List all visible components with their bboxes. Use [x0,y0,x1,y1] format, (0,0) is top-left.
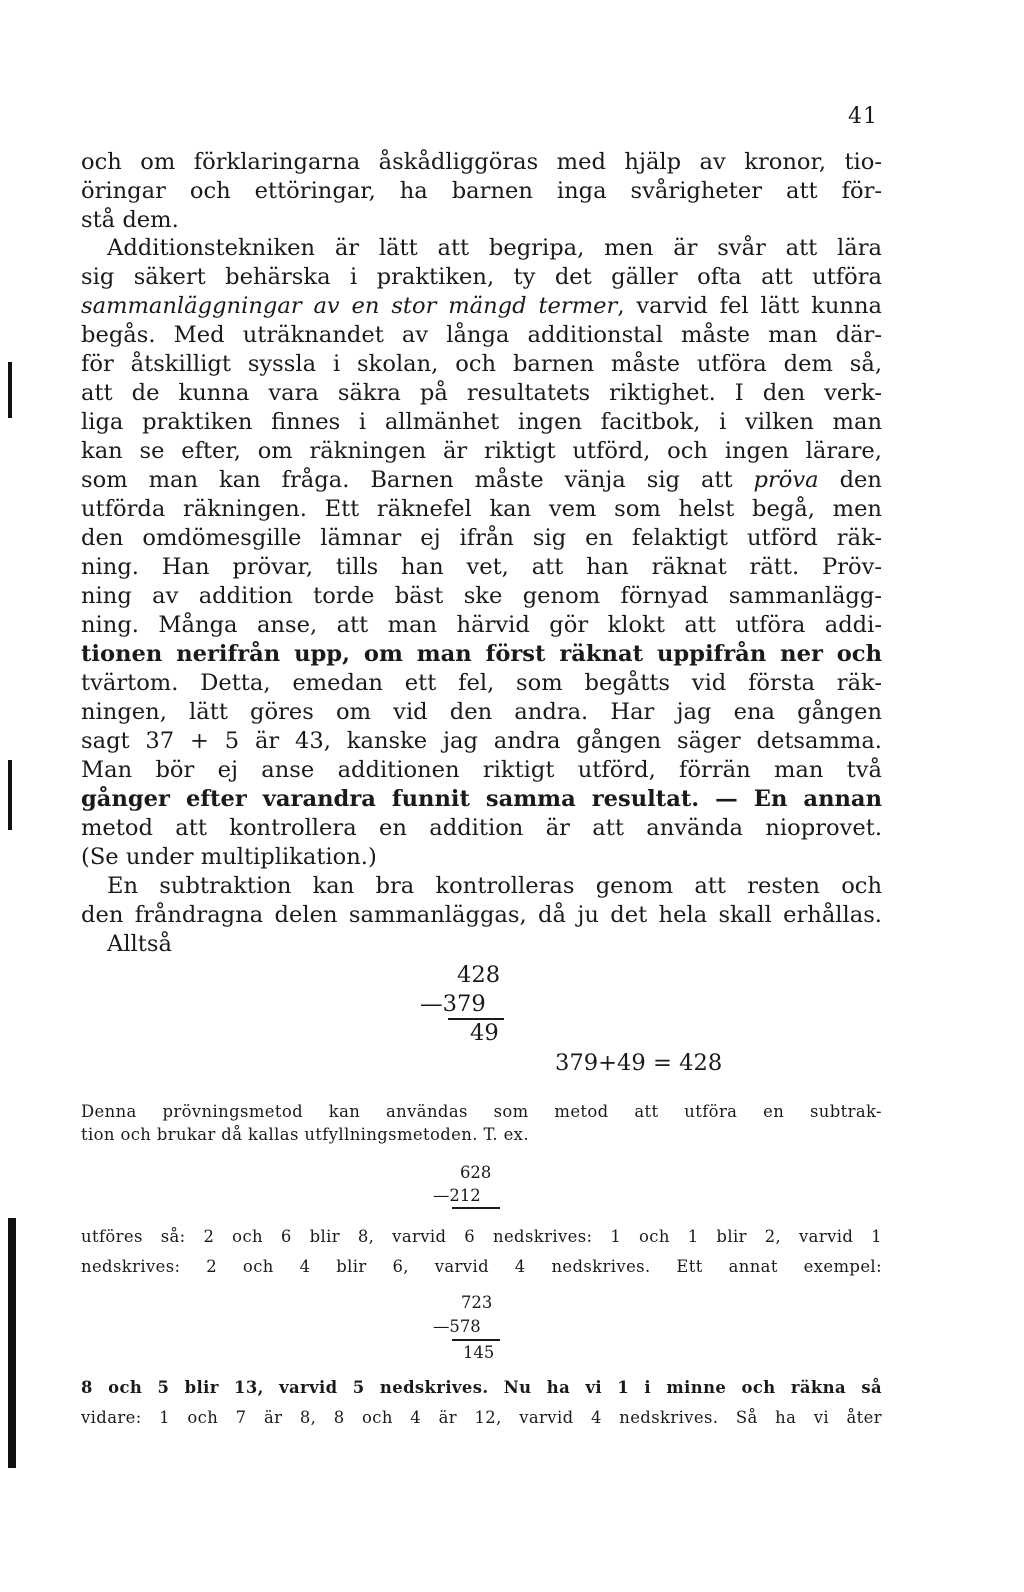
example2-rule [452,1207,500,1209]
example1-top: 428 [457,962,501,988]
footnote-line: vidare: 1 och 7 är 8, 8 och 4 är 12, varvid 4 nedskrives. Så ha vi åter [81,1408,882,1427]
text-line: öringar och ettöringar, ha barnen inga svårigheter att för- [81,178,882,204]
margin-mark [8,1218,16,1468]
text-line: metod att kontrollera en addition är att använda nioprovet. [81,815,882,841]
text-line: att de kunna vara säkra på resultatets riktighet. I den verk- [81,380,882,406]
text-line [81,291,882,321]
text-line: den fråndragna delen sammanläggas, då ju det hela skall erhållas. [81,902,882,928]
text-span: den [818,467,882,493]
text-line: Man bör ej anse additionen riktigt utförd, förrän man två [81,757,882,783]
text-line: för åtskilligt syssla i skolan, och barnen måste utföra dem så, [81,351,882,377]
text-line: En subtraktion kan bra kontrolleras genom att resten och [107,873,882,899]
text-line [81,465,882,495]
margin-mark [8,760,12,830]
text-line: (Se under multiplikation.) [81,844,377,870]
text-line: tvärtom. Detta, emedan ett fel, som begåtts vid första räk- [81,670,882,696]
example1-result: 49 [470,1020,499,1046]
text-line: stå dem. [81,207,179,233]
example1-check: 379+49 = 428 [555,1050,723,1076]
margin-mark [8,362,12,418]
example2-top: 628 [460,1163,492,1182]
text-span: som man kan fråga. Barnen måste vänja sig att [81,467,754,493]
text-line: sig säkert behärska i praktiken, ty det gäller ofta att utföra [81,264,882,290]
footnote-line: nedskrives: 2 och 4 blir 6, varvid 4 nedskrives. Ett annat exempel: [81,1257,882,1276]
text-line: tionen nerifrån upp, om man först räknat uppifrån ner och [81,641,882,667]
example2-bottom: —212 [433,1186,481,1205]
text-line: sagt 37 + 5 är 43, kanske jag andra gången säger detsamma. [81,728,882,754]
text-line: begås. Med uträknandet av långa additionstal måste man där- [81,322,882,348]
text-line: ning. Många anse, att man härvid gör klokt att utföra addi- [81,612,882,638]
example1-bottom: —379 [420,991,486,1017]
footnote-line: 8 och 5 blir 13, varvid 5 nedskrives. Nu ha vi 1 i minne och räkna så [81,1378,882,1397]
text-line: utförda räkningen. Ett räknefel kan vem som helst begå, men [81,496,882,522]
text-line: liga praktiken finnes i allmänhet ingen facitbok, i vilken man [81,409,882,435]
example3-bottom: —578 [433,1317,481,1336]
text-line: ning. Han prövar, tills han vet, att han räknat rätt. Pröv- [81,554,882,580]
footnote-line: tion och brukar då kallas utfyllningsmetoden. T. ex. [81,1125,529,1144]
text-span: , varvid fel lätt kunna [617,293,882,319]
text-line: och om förklaringarna åskådliggöras med hjälp av kronor, tio- [81,149,882,175]
text-line: Additionstekniken är lätt att begripa, men är svår att lära [107,235,882,261]
text-line: Alltså [107,931,172,957]
example3-top: 723 [461,1293,493,1312]
italic-phrase: sammanläggningar av en stor mängd termer [81,293,618,319]
text-line: ning av addition torde bäst ske genom förnyad sammanlägg- [81,583,882,609]
example3-result: 145 [463,1343,495,1362]
text-line: den omdömesgille lämnar ej ifrån sig en felaktigt utförd räk- [81,525,882,551]
footnote-line: utföres så: 2 och 6 blir 8, varvid 6 nedskrives: 1 och 1 blir 2, varvid 1 [81,1227,882,1246]
page-number: 41 [848,104,878,129]
text-line: ningen, lätt göres om vid den andra. Har jag ena gången [81,699,882,725]
text-line: kan se efter, om räkningen är riktigt utförd, och ingen lärare, [81,438,882,464]
text-line: gånger efter varandra funnit samma resultat. — En annan [81,786,882,812]
example3-rule [452,1339,500,1341]
footnote-line: Denna prövningsmetod kan användas som metod att utföra en subtrak- [81,1102,882,1121]
italic-word: pröva [753,467,819,493]
